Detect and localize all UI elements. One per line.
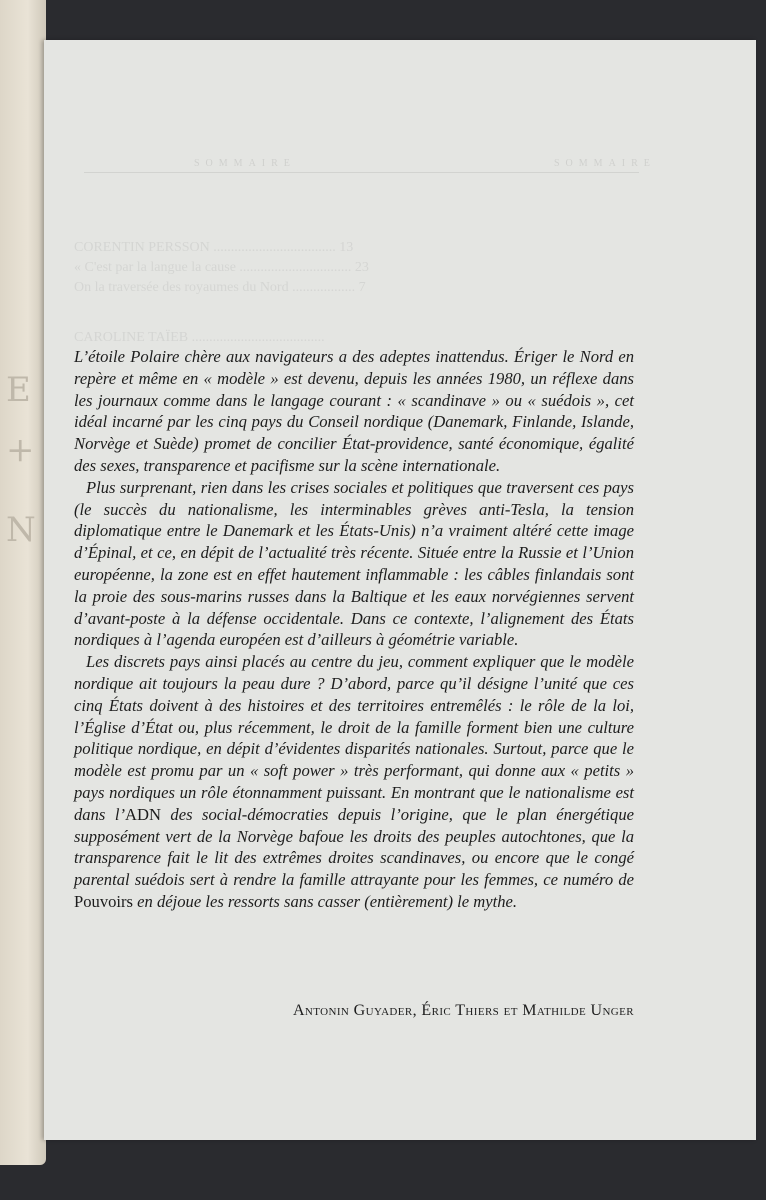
show-through-text: CORENTIN PERSSON ................................... 13 xyxy=(74,240,354,255)
authors-signature: Antonin Guyader, Éric Thiers et Mathilde Unger xyxy=(292,1002,634,1019)
bleed-through-mark: E xyxy=(6,370,31,410)
bleed-through-mark: N xyxy=(6,510,36,550)
paragraph-1: L’étoile Polaire chère aux navigateurs a des adeptes inattendus. Ériger le Nord en repère et même en « modèle » est devenu, depuis les années 1980, un réflexe dans les journaux comme dans le langage courant : « scandinave » ou « suédois », cet idéal incarné par les cinq pays du Conseil nordique (Danemark, Finlande, Islande, Norvège et Suède) promet de concilier État-providence, santé économique, égalité des sexes, transparence et pacifisme sur la scène internationale. xyxy=(74,347,634,475)
show-through-header: SOMMAIRE xyxy=(194,158,296,169)
show-through-header: SOMMAIRE xyxy=(554,158,656,169)
show-through-rule xyxy=(84,172,639,173)
show-through-text: On la traversée des royaumes du Nord .................. 7 xyxy=(74,280,366,295)
paragraph-3: Les discrets pays ainsi placés au centre du jeu, comment expliquer que le modèle nordique ait toujours la peau dure ? D’abord, parce qu’il désigne l’unité que ces cinq États doivent à des histoires et des territoires entremêlés : le rôle de la loi, l’Église d’État ou, plus récemment, le droit de la famille forment bien une culture politique nordique, en dépit d’évidentes disparités nationales. Surtout, parce que le modèle est promu par un « soft power » très performant, qui donne aux « petits » pays nordiques un rôle étonnamment puissant. En montrant que le nationalisme est dans l’ADN des social-démocraties depuis l’origine, que le plan énergétique supposément vert de la Norvège bafoue les droits des peuples autochtones, que la transparence fait le lit des extrêmes droites scandinaves, ou encore que le congé parental suédois sert à rendre la famille attrayante pour les femmes, ce numéro de Pouvoirs en déjoue les ressorts sans casser (entièrement) le mythe. xyxy=(74,652,634,911)
show-through-text: CAROLINE TAÏEB ...................................... xyxy=(74,330,325,345)
editorial-text xyxy=(74,346,634,913)
journal-title: Pouvoirs xyxy=(74,891,134,911)
previous-page-edge xyxy=(0,0,46,1165)
bleed-through-mark: + xyxy=(6,430,35,470)
paragraph-2: Plus surprenant, rien dans les crises sociales et politiques que traversent ces pays (le succès du nationalisme, les interminables grèves anti-Tesla, la tension diplomatique entre le Danemark et les États-Unis) n’a vraiment altéré cette image d’Épinal, et ce, en dépit de l’actualité très récente. Située entre la Russie et l’Union européenne, la zone est en effet hautement inflammable : les câbles finlandais sont la proie des sous-marins russes dans la Baltique et les eaux norvégiennes servent d’avant-poste à la défense occidentale. Dans ce contexte, l’alignement des États nordiques à l’agenda européen est d’ailleurs à géométrie variable. xyxy=(74,477,634,650)
show-through-text: « C'est par la langue la cause ................................ 23 xyxy=(74,260,369,275)
acronym-adn: ADN xyxy=(124,804,161,824)
